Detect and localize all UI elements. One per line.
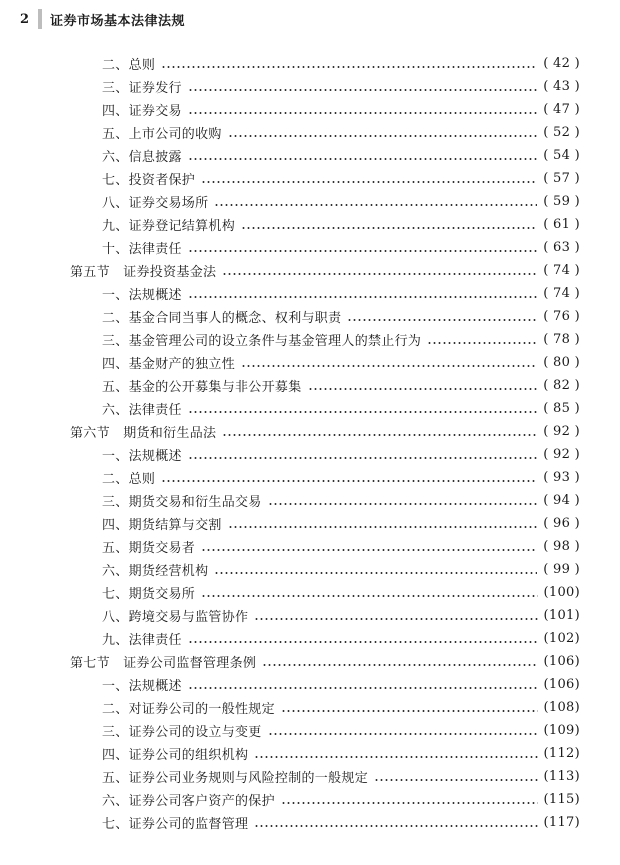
toc-entry-title: 六、期货经营机构 (102, 564, 209, 579)
dot-leader (254, 609, 537, 622)
toc-entry[interactable] (70, 144, 580, 167)
toc-entry-page: ( 59 ) (543, 194, 580, 209)
toc-entry-title: 四、期货结算与交割 (102, 518, 222, 533)
dot-leader (241, 218, 537, 231)
toc-entry-page: (106) (543, 654, 580, 669)
toc-entry-title: 二、基金合同当事人的概念、权利与职责 (102, 311, 342, 326)
toc-entry[interactable] (70, 604, 580, 627)
toc-entry-page: (109) (543, 723, 580, 738)
page-number: 2 (20, 11, 30, 27)
table-of-contents (70, 52, 580, 834)
dot-leader (188, 241, 537, 254)
dot-leader (347, 310, 537, 323)
toc-entry-title: 九、法律责任 (102, 633, 182, 648)
toc-entry-page: (106) (543, 677, 580, 692)
dot-leader (201, 540, 537, 553)
dot-leader (161, 57, 537, 70)
toc-entry[interactable] (70, 765, 580, 788)
toc-entry-page: ( 43 ) (543, 79, 580, 94)
dot-leader (188, 80, 537, 93)
toc-section-entry[interactable] (70, 259, 580, 282)
toc-entry[interactable] (70, 742, 580, 765)
toc-entry-title: 十、法律责任 (102, 242, 182, 257)
toc-entry-title: 一、法规概述 (102, 449, 182, 464)
dot-leader (188, 287, 537, 300)
toc-entry-title: 五、上市公司的收购 (102, 127, 222, 142)
dot-leader (188, 632, 538, 645)
toc-entry-page: (101) (543, 608, 580, 623)
toc-entry-page: (112) (543, 746, 580, 761)
toc-entry[interactable] (70, 443, 580, 466)
toc-entry[interactable] (70, 190, 580, 213)
toc-entry-title: 三、证券发行 (102, 81, 182, 96)
toc-entry-title: 三、证券公司的设立与变更 (102, 725, 262, 740)
toc-entry-page: ( 98 ) (543, 539, 580, 554)
toc-entry[interactable] (70, 581, 580, 604)
toc-entry[interactable] (70, 627, 580, 650)
toc-entry-page: ( 42 ) (543, 56, 580, 71)
toc-entry-title: 二、对证券公司的一般性规定 (102, 702, 275, 717)
toc-entry-title: 五、证券公司业务规则与风险控制的一般规定 (102, 771, 369, 786)
toc-entry[interactable] (70, 719, 580, 742)
toc-entry-title: 六、证券公司客户资产的保护 (102, 794, 275, 809)
toc-entry[interactable] (70, 75, 580, 98)
toc-entry-title: 第七节 证券公司监督管理条例 (70, 656, 257, 671)
toc-entry-page: ( 78 ) (543, 332, 580, 347)
toc-entry[interactable] (70, 374, 580, 397)
toc-entry-title: 九、证券登记结算机构 (102, 219, 236, 234)
toc-entry-page: ( 94 ) (543, 493, 580, 508)
dot-leader (188, 678, 538, 691)
toc-entry[interactable] (70, 489, 580, 512)
toc-entry[interactable] (70, 673, 580, 696)
toc-entry-page: ( 80 ) (543, 355, 580, 370)
toc-entry[interactable] (70, 466, 580, 489)
toc-entry[interactable] (70, 788, 580, 811)
toc-entry-page: ( 61 ) (543, 217, 580, 232)
dot-leader (222, 425, 537, 438)
toc-entry-page: ( 74 ) (543, 286, 580, 301)
toc-entry[interactable] (70, 236, 580, 259)
dot-leader (281, 701, 538, 714)
dot-leader (254, 747, 537, 760)
toc-entry-title: 四、证券公司的组织机构 (102, 748, 249, 763)
toc-section-entry[interactable] (70, 650, 580, 673)
dot-leader (201, 586, 537, 599)
book-title: 证券市场基本法律法规 (50, 13, 186, 29)
toc-entry-title: 七、投资者保护 (102, 173, 196, 188)
dot-leader (308, 379, 538, 392)
toc-entry[interactable] (70, 305, 580, 328)
toc-entry-title: 六、法律责任 (102, 403, 182, 418)
dot-leader (427, 333, 537, 346)
toc-entry-page: ( 85 ) (543, 401, 580, 416)
toc-entry-page: (117) (543, 815, 580, 830)
toc-entry[interactable] (70, 121, 580, 144)
dot-leader (374, 770, 538, 783)
dot-leader (214, 195, 537, 208)
toc-entry-page: (108) (543, 700, 580, 715)
toc-entry[interactable] (70, 351, 580, 374)
toc-entry-title: 第六节 期货和衍生品法 (70, 426, 217, 441)
toc-entry-page: ( 96 ) (543, 516, 580, 531)
toc-entry-page: ( 76 ) (543, 309, 580, 324)
toc-entry[interactable] (70, 512, 580, 535)
toc-entry-page: (100) (543, 585, 580, 600)
dot-leader (268, 724, 538, 737)
header-divider (38, 9, 42, 29)
toc-entry[interactable] (70, 696, 580, 719)
toc-entry[interactable] (70, 52, 580, 75)
toc-entry-title: 三、期货交易和衍生品交易 (102, 495, 262, 510)
dot-leader (241, 356, 537, 369)
page-header (20, 9, 185, 29)
toc-entry-title: 一、法规概述 (102, 679, 182, 694)
dot-leader (281, 793, 538, 806)
toc-entry-page: ( 47 ) (543, 102, 580, 117)
toc-entry-page: (102) (543, 631, 580, 646)
toc-entry[interactable] (70, 282, 580, 305)
toc-entry-page: ( 82 ) (543, 378, 580, 393)
dot-leader (161, 471, 537, 484)
toc-entry-title: 四、基金财产的独立性 (102, 357, 236, 372)
toc-entry-title: 三、基金管理公司的设立条件与基金管理人的禁止行为 (102, 334, 422, 349)
toc-entry[interactable] (70, 167, 580, 190)
toc-entry-page: ( 57 ) (543, 171, 580, 186)
dot-leader (188, 149, 537, 162)
toc-entry[interactable] (70, 397, 580, 420)
toc-entry-title: 七、证券公司的监督管理 (102, 817, 249, 832)
toc-entry-title: 第五节 证券投资基金法 (70, 265, 217, 280)
toc-entry[interactable] (70, 328, 580, 351)
toc-entry-title: 七、期货交易所 (102, 587, 196, 602)
toc-entry-title: 二、总则 (102, 58, 156, 73)
toc-entry[interactable] (70, 535, 580, 558)
toc-entry-title: 二、总则 (102, 472, 156, 487)
dot-leader (222, 264, 537, 277)
toc-entry-page: ( 63 ) (543, 240, 580, 255)
toc-section-entry[interactable] (70, 420, 580, 443)
dot-leader (268, 494, 538, 507)
dot-leader (214, 563, 537, 576)
dot-leader (188, 103, 537, 116)
toc-entry-title: 一、法规概述 (102, 288, 182, 303)
toc-entry-title: 四、证券交易 (102, 104, 182, 119)
toc-entry-page: ( 74 ) (543, 263, 580, 278)
toc-entry-title: 五、基金的公开募集与非公开募集 (102, 380, 302, 395)
dot-leader (228, 517, 538, 530)
dot-leader (228, 126, 538, 139)
toc-entry-page: (115) (543, 792, 580, 807)
toc-entry-page: ( 93 ) (543, 470, 580, 485)
toc-entry-title: 八、证券交易场所 (102, 196, 209, 211)
toc-entry[interactable] (70, 98, 580, 121)
toc-entry-page: ( 52 ) (543, 125, 580, 140)
toc-entry-title: 八、跨境交易与监管协作 (102, 610, 249, 625)
dot-leader (201, 172, 537, 185)
dot-leader (262, 655, 537, 668)
toc-entry-page: ( 92 ) (543, 447, 580, 462)
toc-entry-page: ( 99 ) (543, 562, 580, 577)
toc-entry[interactable] (70, 558, 580, 581)
toc-entry-title: 六、信息披露 (102, 150, 182, 165)
toc-entry-title: 五、期货交易者 (102, 541, 196, 556)
toc-entry-page: (113) (543, 769, 580, 784)
dot-leader (188, 402, 537, 415)
dot-leader (254, 816, 537, 829)
dot-leader (188, 448, 537, 461)
toc-entry-page: ( 92 ) (543, 424, 580, 439)
toc-entry[interactable] (70, 213, 580, 236)
toc-entry-page: ( 54 ) (543, 148, 580, 163)
toc-entry[interactable] (70, 811, 580, 834)
